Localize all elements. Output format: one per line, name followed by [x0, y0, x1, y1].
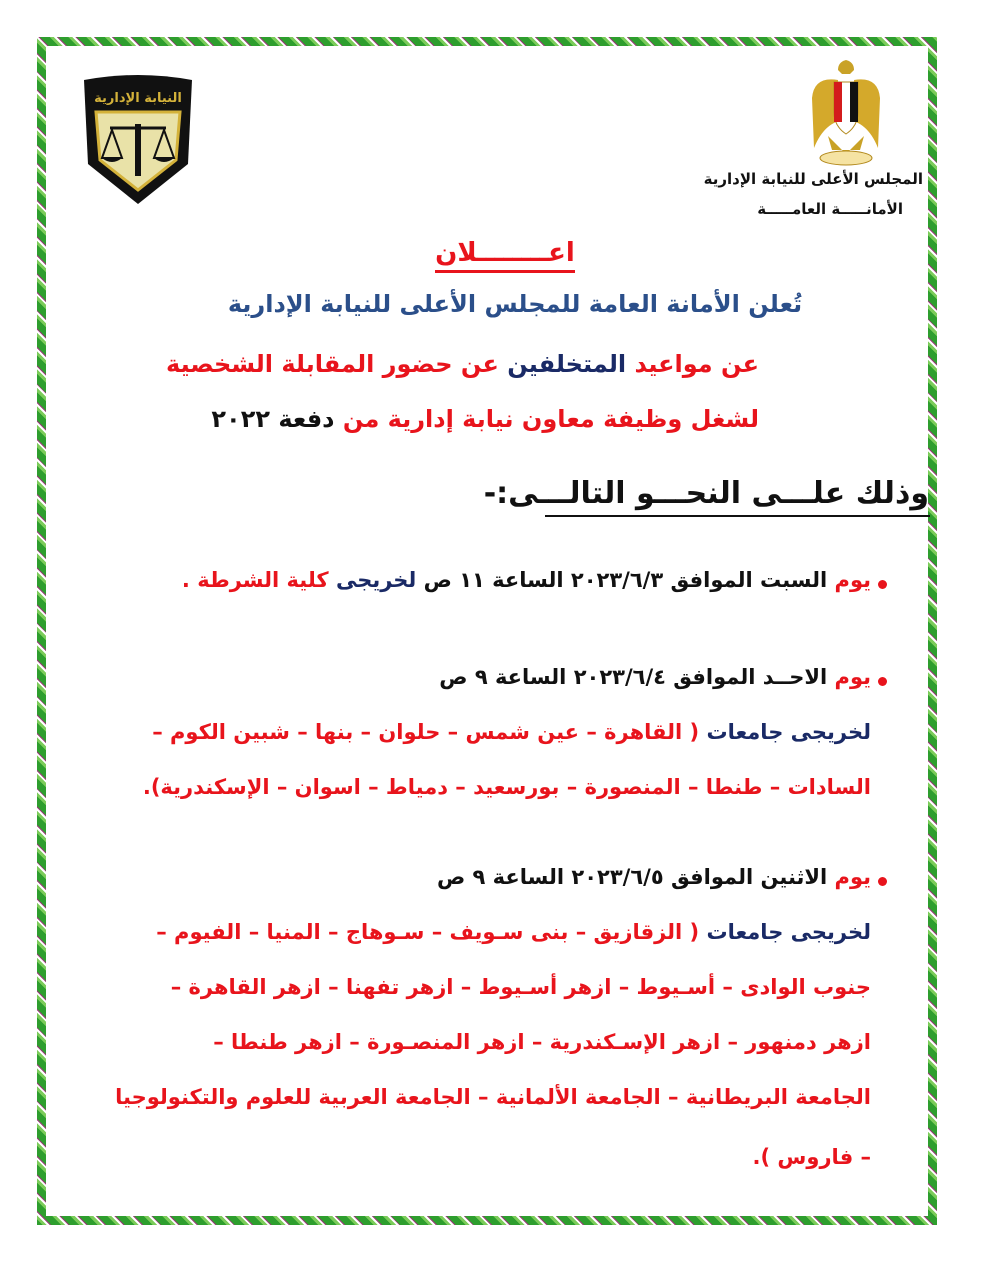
- schedule-date-time: السبت الموافق ٢٠٢٣/٦/٣ الساعة ١١ ص: [423, 568, 828, 592]
- item-2-universities-line-2: السادات – طنطا – المنصورة – بورسعيد – دمياط – اسوان – الإسكندرية).: [142, 775, 871, 799]
- announcement-line-2: [166, 350, 759, 378]
- intro-heading: وذلك علـــى النحـــو التالـــى:-: [483, 476, 929, 511]
- schedule-item-2: [439, 665, 871, 689]
- for-label: لخريجى جامعات: [706, 720, 871, 744]
- bullet-icon: [878, 877, 887, 886]
- universities-text: ( القاهرة – عين شمس – حلوان – بنها – شبين الكوم –: [152, 720, 700, 744]
- day-word: يوم: [834, 865, 871, 889]
- bullet-icon: [878, 677, 887, 686]
- announcement-title: اعــــــــلان: [435, 238, 575, 273]
- announcement-line-3: [211, 405, 759, 433]
- schedule-item-3: [437, 865, 871, 889]
- department-name: الأمانـــــة العامـــــة: [757, 200, 903, 218]
- universities-text: ( الزقازيق – بنى سـويف – سـوهاج – المنيا – الفيوم –: [156, 920, 700, 944]
- svg-text:النيابة الإدارية: النيابة الإدارية: [94, 91, 182, 106]
- line-3-part-2: دفعة ٢٠٢٢: [211, 405, 335, 433]
- org-name: المجلس الأعلى للنيابة الإدارية: [703, 170, 923, 188]
- line-2-part-3: عن حضور المقابلة الشخصية: [166, 350, 499, 378]
- line-2-part-2: المتخلفين: [507, 350, 627, 378]
- day-word: يوم: [834, 665, 871, 689]
- item-3-universities-line-3: ازهر دمنهور – ازهر الإسـكندرية – ازهر المنصـورة – ازهر طنطا –: [213, 1030, 871, 1054]
- schedule-date-time: الاثنين الموافق ٢٠٢٣/٦/٥ الساعة ٩ ص: [436, 865, 828, 889]
- schedule-date-time: الاحــد الموافق ٢٠٢٣/٦/٤ الساعة ٩ ص: [439, 665, 828, 689]
- announcement-line-1: تُعلن الأمانة العامة للمجلس الأعلى للنيابة الإدارية: [227, 290, 803, 318]
- item-3-universities-line-5: – فاروس ).: [752, 1145, 871, 1169]
- day-word: يوم: [834, 568, 871, 592]
- egypt-eagle-emblem-icon: [808, 58, 884, 168]
- item-2-universities-line-1: [152, 720, 871, 744]
- for-label: لخريجى جامعات: [706, 920, 871, 944]
- line-3-part-1: لشغل وظيفة معاون نيابة إدارية من: [342, 405, 759, 433]
- schedule-item-1: [182, 568, 871, 592]
- target-group: كلية الشرطة .: [181, 568, 329, 592]
- for-label: لخريجى: [335, 568, 417, 592]
- item-3-universities-line-4: الجامعة البريطانية – الجامعة الألمانية – الجامعة العربية للعلوم والتكنولوجيا: [115, 1085, 871, 1109]
- line-2-part-1: عن مواعيد: [634, 350, 759, 378]
- administrative-prosecution-shield-logo: [80, 74, 196, 206]
- bullet-icon: [878, 580, 887, 589]
- item-3-universities-line-2: جنوب الوادى – أسـيوط – ازهر أسـيوط – ازهر تفهنا – ازهر القاهرة –: [170, 975, 871, 999]
- intro-underline: [545, 515, 930, 517]
- item-3-universities-line-1: [156, 920, 871, 944]
